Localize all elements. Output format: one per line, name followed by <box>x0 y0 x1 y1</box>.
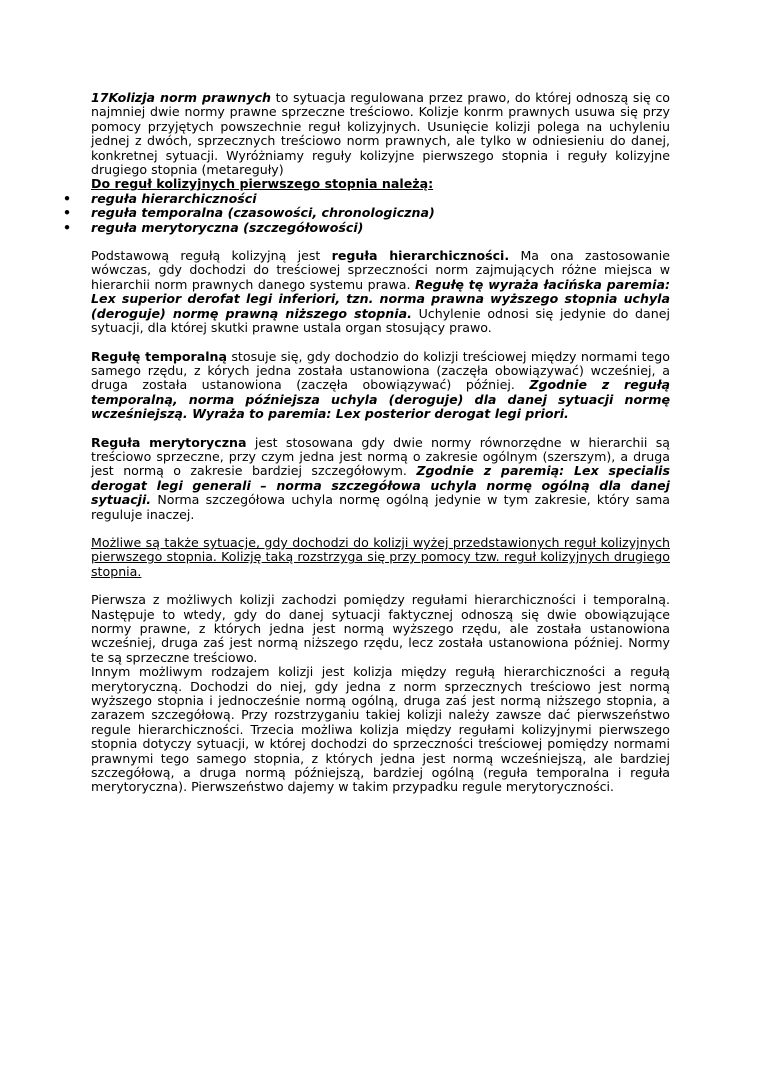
bullet-icon: • <box>63 205 72 221</box>
collision-paragraph-1: Pierwsza z możliwych kolizji zachodzi pomiędzy regułami hierarchiczności i temporalną. Następuje to wtedy, gdy do danej sytuacji faktycznej odnoszą się dwie obowiązujące normy prawne, z których jedna jest normą wyższego rzędu, ale została ustanowiona wcześniej, druga zaś jest normą niższego rzędu, lecz została ustanowiona później. Normy te są sprzeczne treściowo. <box>91 592 670 665</box>
list-item <box>63 205 670 221</box>
collision-paragraph-2: Innym możliwym rodzajem kolizji jest kolizja między regułą hierarchiczności a regułą merytoryczną. Dochodzi do niej, gdy jedna z norm sprzecznych treściowo jest normą wyższego stopnia i jednocześnie normą ogólną, druga zaś jest normą niższego stopnia, a zarazem szczegółową. Przy rozstrzyganiu takiej kolizji należy zawsze dać pierwszeństwo regule hierarchiczności. Trzecia możliwa kolizja między regułami kolizyjnymi pierwszego stopnia dotyczy sytuacji, w której dochodzi do sprzeczności treściowej pomiędzy normami prawnymi tego samego stopnia, z których jedna jest normą wcześniejszą, ale bardziej szczegółową, a druga normą późniejszą, bardziej ogólną (reguła temporalna i reguła merytoryczna). Pierwszeństwo dajemy w takim przypadku regule merytoryczności. <box>91 664 670 795</box>
hierarchy-rule-name: reguła hierarchiczności. <box>331 248 510 264</box>
list-item-text: reguła temporalna (czasowości, chronologiczna) <box>91 205 435 221</box>
hierarchy-paremia: Regułę tę wyraża łacińska paremia: Lex superior derofat legi inferiori, tzn. norma prawna wyższego stopnia uchyla (deroguje) normę prawną niższego stopnia. <box>91 276 670 321</box>
intro-paragraph <box>91 91 670 177</box>
list-item <box>63 190 670 206</box>
second-degree-paragraph: Możliwe są także sytuacje, gdy dochodzi do kolizji wyżej przedstawionych reguł kolizyjnych pierwszego stopnia. Kolizję taką rozstrzyga się przy pomocy tzw. reguł kolizyjnych drugiego stopnia. <box>91 534 670 579</box>
list-item <box>63 219 670 235</box>
merit-paremia: Zgodnie z paremią: Lex specialis derogat legi generali – norma szczegółowa uchyla normę ogólną dla danej sytuacji. <box>91 463 670 508</box>
bullet-icon: • <box>63 190 72 206</box>
hierarchy-text-1: Podstawową regułą kolizyjną jest <box>91 248 332 264</box>
hierarchy-text-3: Uchylenie odnosi się jedynie do danej sytuacji, dla której skutki prawne ustala organ stosujący prawo. <box>91 305 670 336</box>
hierarchy-text-2: Ma ona zastosowanie wówczas, gdy dochodzi do treściowej sprzeczności norm zajmujących różne miejsca w hierarchii norm prawnych danego systemu prawa. <box>91 248 671 292</box>
document-page <box>63 90 671 795</box>
temporal-text: stosuje się, gdy dochodzio do kolizji treściowej między normami tego samego rzędu, z kórych jedna została ustanowiona (zaczęła obowiązywać) wcześniej, a druga została ustanowiona (zaczęła obowiązywać) później. <box>91 348 670 393</box>
merit-text-2: Norma szczegółowa uchyla normę ogólną jedynie w tym zakresie, który sama reguluje inaczej. <box>91 492 670 522</box>
section-heading: 17Kolizja norm prawnych <box>91 90 271 105</box>
temporal-paremia: Zgodnie z regułą temporalną, norma późniejsza uchyla (deroguje) dla danej sytuacji normę wcześniejszą. Wyraża to paremia: Lex posterior derogat legi priori. <box>91 377 670 422</box>
merit-text-1: jest stosowana gdy dwie normy równorzędne w hierarchii są treściowo sprzeczne, przy czym jedna jest normą o zakresie ogólnym (szerszym), a druga jest normą o zakresie bardziej szczegółowym. <box>91 434 670 479</box>
intro-text: to sytuacja regulowana przez prawo, do której odnoszą się co najmniej dwie normy prawne sprzeczne treściowo. Kolizje konrm prawnych usuwa się przy pomocy przyjętych powszechnie reguł kolizyjnych. Usunięcie kolizji polega na uchyleniu jednej z dwóch, sprzecznych treściowo norm prawnych, ale tylko w odniesieniu do danej, konkretnej sytuacji. Wyróżniamy reguły kolizyjne pierwszego stopnia i reguły kolizyjne drugiego stopnia (metareguły) <box>91 90 670 178</box>
merit-rule-name: Reguła merytoryczna <box>91 434 247 450</box>
list-heading: Do reguł kolizyjnych pierwszego stopnia należą: <box>91 176 434 192</box>
list-item-text: reguła hierarchiczności <box>91 190 257 206</box>
temporal-paragraph <box>91 350 670 422</box>
hierarchy-paragraph <box>91 249 670 335</box>
merit-paragraph <box>91 436 670 522</box>
temporal-rule-name: Regułę temporalną <box>91 348 228 364</box>
list-item-text: reguła merytoryczna (szczegółowości) <box>91 219 364 235</box>
bullet-icon: • <box>63 219 72 235</box>
rules-list <box>63 190 670 235</box>
